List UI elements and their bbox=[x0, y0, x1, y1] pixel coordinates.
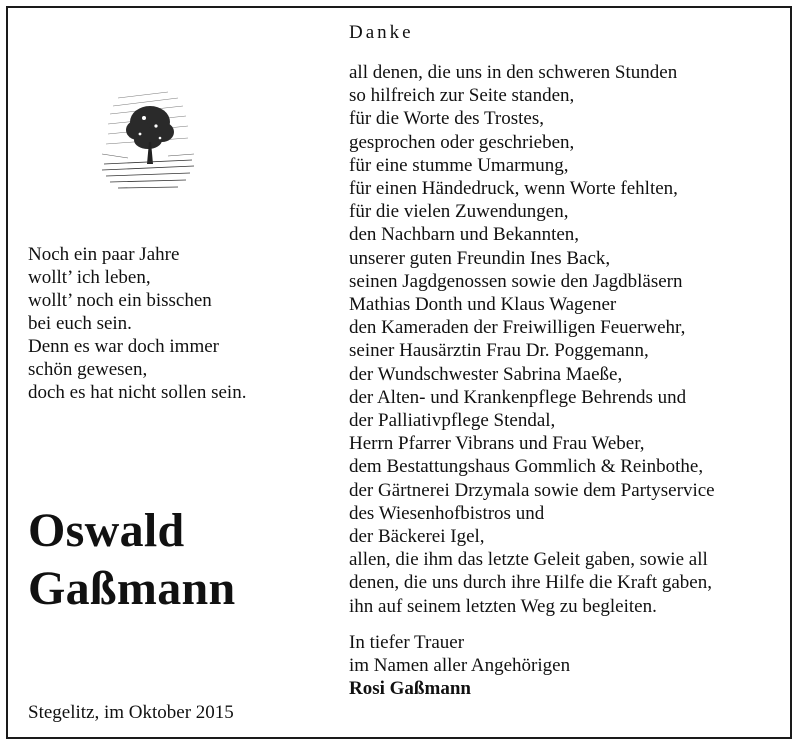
closing-line: In tiefer Trauer bbox=[349, 632, 465, 653]
poem bbox=[28, 243, 246, 404]
poem-line: bei euch sein. bbox=[28, 313, 132, 334]
closing bbox=[349, 631, 570, 700]
thanks-line: des Wiesenhofbistros und bbox=[349, 502, 545, 524]
thanks-line: den Nachbarn und Bekannten, bbox=[349, 224, 580, 246]
poem-line: schön gewesen, bbox=[28, 359, 148, 380]
thanks-line: der Alten- und Krankenpflege Behrends und bbox=[349, 386, 687, 408]
thanks-line: allen, die ihm das letzte Geleit gaben, sowie all bbox=[349, 549, 708, 571]
thanks-line: der Wundschwester Sabrina Maeße, bbox=[349, 363, 623, 385]
thanks-line: der Gärtnerei Drzymala sowie dem Partyservice bbox=[349, 479, 715, 501]
thanks-line: all denen, die uns in den schweren Stunden bbox=[349, 62, 678, 83]
thanks-title: Danke bbox=[349, 22, 414, 43]
thanks-line: Herrn Pfarrer Vibrans und Frau Weber, bbox=[349, 433, 645, 455]
thanks-line: dem Bestattungshaus Gommlich & Reinbothe, bbox=[349, 456, 704, 478]
poem-line: wollt’ ich leben, bbox=[28, 267, 151, 288]
signer-name: Rosi Gaßmann bbox=[349, 678, 471, 699]
thanks-line: seiner Hausärztin Frau Dr. Poggemann, bbox=[349, 340, 649, 362]
place-date: Stegelitz, im Oktober 2015 bbox=[28, 702, 234, 723]
thanks-text bbox=[349, 61, 715, 618]
tree-landscape-icon bbox=[98, 80, 198, 200]
thanks-line: den Kameraden der Freiwilligen Feuerwehr, bbox=[349, 317, 686, 339]
thanks-line: ihn auf seinem letzten Weg zu begleiten. bbox=[349, 595, 657, 617]
thanks-line: denen, die uns durch ihre Hilfe die Kraft gaben, bbox=[349, 572, 712, 594]
last-name: Gaßmann bbox=[28, 562, 236, 615]
thanks-line: für die vielen Zuwendungen, bbox=[349, 201, 569, 223]
poem-line: wollt’ noch ein bisschen bbox=[28, 290, 212, 311]
deceased-name bbox=[28, 502, 236, 618]
thanks-line: für einen Händedruck, wenn Worte fehlten, bbox=[349, 178, 678, 200]
poem-line: doch es hat nicht sollen sein. bbox=[28, 382, 247, 403]
first-name: Oswald bbox=[28, 504, 185, 557]
thanks-line: der Palliativpflege Stendal, bbox=[349, 410, 556, 432]
poem-line: Noch ein paar Jahre bbox=[28, 244, 180, 265]
thanks-line: gesprochen oder geschrieben, bbox=[349, 131, 575, 153]
closing-line: im Namen aller Angehörigen bbox=[349, 655, 571, 676]
poem-line: Denn es war doch immer bbox=[28, 336, 219, 357]
thanks-line: für die Worte des Trostes, bbox=[349, 108, 544, 130]
thanks-line: für eine stumme Umarmung, bbox=[349, 154, 569, 176]
thanks-line: Mathias Donth und Klaus Wagener bbox=[349, 294, 617, 316]
thanks-line: unserer guten Freundin Ines Back, bbox=[349, 247, 611, 269]
thanks-line: so hilfreich zur Seite standen, bbox=[349, 85, 575, 107]
thanks-line: der Bäckerei Igel, bbox=[349, 526, 485, 548]
thanks-line: seinen Jagdgenossen sowie den Jagdbläsern bbox=[349, 270, 683, 292]
